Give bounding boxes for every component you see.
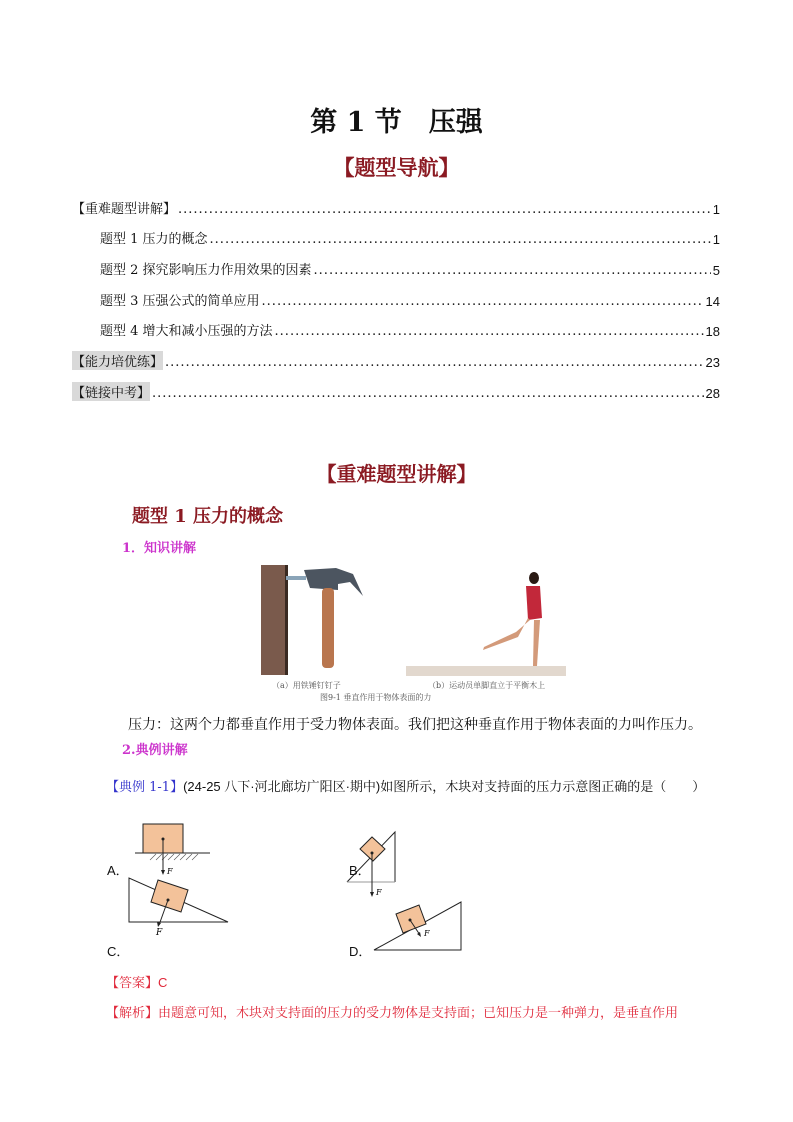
toc-entry[interactable] bbox=[100, 229, 720, 247]
options-diagrams bbox=[120, 800, 720, 960]
hammer-handle bbox=[322, 588, 334, 668]
toc-label: 【能力培优练】 bbox=[72, 351, 163, 370]
analysis-text: 由题意可知，木块对支持面的压力的受力物体是支持面；已知压力是一种弹力，是垂直作用 bbox=[158, 1006, 679, 1021]
svg-text:F: F bbox=[376, 888, 382, 897]
subheading-knowledge: 1．知识讲解 bbox=[122, 541, 197, 556]
diagram-c bbox=[129, 878, 228, 938]
toc-entry[interactable] bbox=[100, 291, 720, 309]
toc-label: 题型 3 压强公式的简单应用 bbox=[100, 294, 260, 309]
balance-beam bbox=[406, 666, 566, 676]
toc-page: 23 bbox=[705, 355, 720, 370]
toc-label: 【重难题型讲解】 bbox=[72, 202, 177, 217]
subheading-examples: 2.典例讲解 bbox=[122, 743, 188, 758]
toc-page: 1 bbox=[712, 202, 720, 217]
figure-illustration bbox=[258, 562, 573, 680]
definition-text: 压力：这两个力都垂直作用于受力物体表面。我们把这种垂直作用于物体表面的力叫作压力。 bbox=[128, 717, 702, 733]
option-c[interactable]: C． bbox=[107, 944, 130, 959]
answer-line bbox=[106, 972, 167, 991]
svg-text:F: F bbox=[167, 867, 173, 876]
option-b[interactable]: B． bbox=[349, 863, 371, 878]
example-tag: 【典例 1-1】 bbox=[106, 780, 184, 795]
answer-value: C bbox=[158, 975, 168, 990]
example-source: (24-25 八下·河北廊坊广阳区·期中) bbox=[183, 779, 381, 794]
toc-entry[interactable] bbox=[72, 199, 720, 217]
toc-entry[interactable] bbox=[100, 260, 720, 278]
analysis-line bbox=[106, 1002, 678, 1021]
toc-page: 18 bbox=[705, 324, 720, 339]
gymnast bbox=[529, 572, 539, 584]
page-title: 第 1 节 压强 bbox=[310, 107, 483, 138]
nav-heading: 【题型导航】 bbox=[333, 155, 460, 180]
svg-text:F: F bbox=[424, 929, 430, 938]
diagram-b bbox=[327, 800, 395, 897]
caption-a: （a）用铁锤钉钉子 bbox=[272, 681, 341, 690]
analysis-tag: 【解析】 bbox=[106, 1006, 159, 1021]
example-question bbox=[106, 776, 705, 795]
diagram-a bbox=[135, 824, 210, 876]
toc-label: 题型 4 增大和减小压强的方法 bbox=[100, 324, 273, 339]
toc-entry[interactable] bbox=[100, 321, 720, 339]
toc-page: 5 bbox=[712, 263, 720, 278]
toc-page: 14 bbox=[705, 294, 720, 309]
topic-heading: 题型 1 压力的概念 bbox=[132, 506, 284, 527]
diagram-d bbox=[374, 902, 461, 950]
section-heading: 【重难题型讲解】 bbox=[316, 462, 477, 486]
toc-entry[interactable] bbox=[72, 383, 720, 401]
toc-page: 1 bbox=[712, 232, 720, 247]
svg-text:F: F bbox=[156, 928, 163, 938]
toc-label: 【链接中考】 bbox=[72, 382, 150, 401]
option-d[interactable]: D． bbox=[349, 944, 372, 959]
option-a[interactable]: A． bbox=[107, 863, 129, 878]
question-text: 如图所示，木块对支持面的压力示意图正确的是（ ） bbox=[380, 780, 706, 795]
toc-label: 题型 2 探究影响压力作用效果的因素 bbox=[100, 263, 312, 278]
wood-wall bbox=[261, 565, 285, 675]
nail bbox=[286, 576, 306, 580]
answer-tag: 【答案】 bbox=[106, 976, 159, 991]
toc-label: 题型 1 压力的概念 bbox=[100, 232, 208, 247]
toc-entry[interactable] bbox=[72, 352, 720, 370]
caption-b: （b）运动员单脚直立于平衡木上 bbox=[428, 681, 546, 690]
figure-caption: 图9-1 垂直作用于物体表面的力 bbox=[320, 693, 432, 702]
toc-page: 28 bbox=[705, 386, 720, 401]
